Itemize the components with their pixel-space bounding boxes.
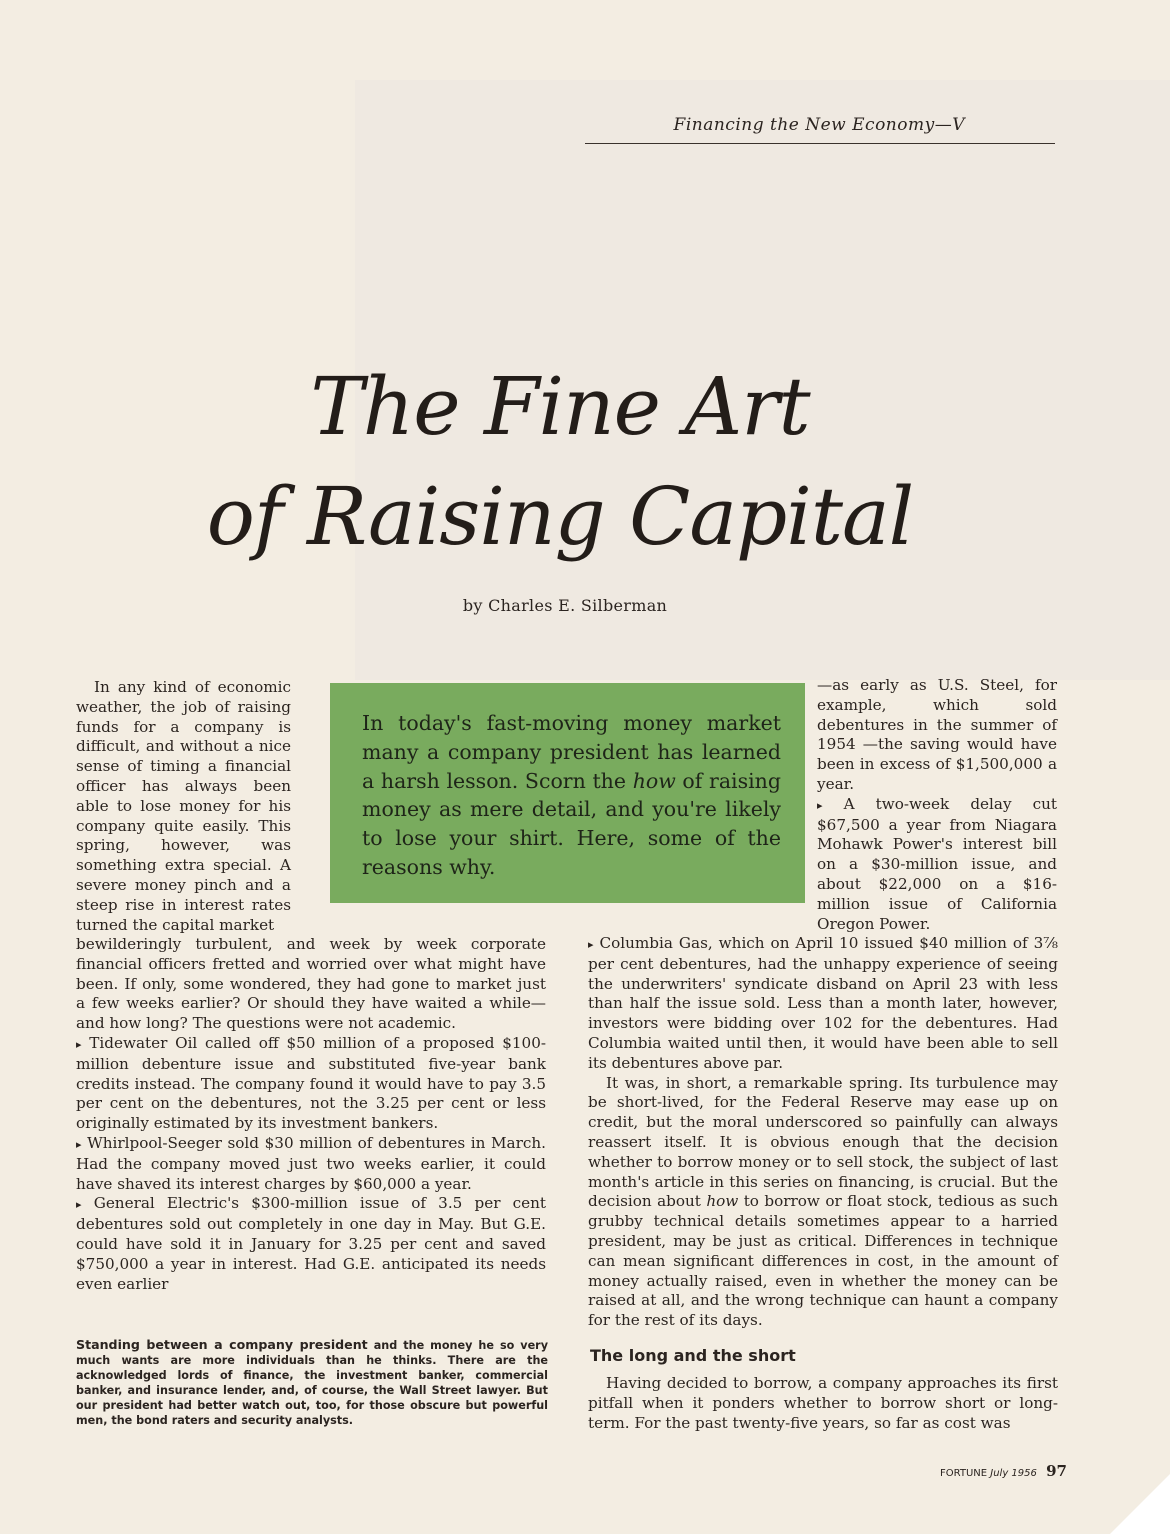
right-column-bottom <box>588 934 1058 1331</box>
magazine-name: FORTUNE <box>940 1468 988 1479</box>
issue-date: July 1956 <box>990 1468 1037 1479</box>
bullet-item <box>588 934 1058 1074</box>
page-corner-fold <box>1110 1474 1170 1534</box>
pull-quote-pre: In today's fast-moving money market many a company president has learned a harsh lesson. Scorn the <box>362 711 781 793</box>
left-column-top <box>76 678 291 935</box>
bullet-icon: ▸ <box>76 1198 82 1212</box>
pull-quote-emphasis: how <box>632 768 676 793</box>
paragraph: bewilderingly turbulent, and week by week corporate financial officers fretted and worried over what might have been. If only, some wondered, they had gone to market just a few weeks earlier? Or should they have waited a while—and how long? The questions were not academic. <box>76 935 546 1033</box>
pull-quote-text <box>362 709 781 882</box>
bullet-text: Columbia Gas, which on April 10 issued $40 million of 3⅞ per cent debentures, had the unhappy experience of seeing the underwriters' syndicate disband on April 23 with less than half the issue sold. Less than a month later, however, investors were bidding over 102 for the debentures. Had Columbia waited until then, it would have been able to sell its debentures above par. <box>588 934 1059 1072</box>
paragraph: —as early as U.S. Steel, for example, which sold debentures in the summer of 1954 —the saving would have been in excess of $1,500,000 a year. <box>817 676 1057 793</box>
caption-text: and the money he so very much wants are more individuals than he thinks. There are the acknowledged lords of finance, the investment banker, commercial banker, and insurance lender, and, of course, the Wall Street lawyer. But our president had better watch out, too, for those obscure but powerful men, the bond raters and security analysts. <box>76 1339 548 1427</box>
paragraph-pre: It was, in short, a remarkable spring. Its turbulence may be short-lived, for the Federal Reserve may ease up on credit, but the moral underscored so painfully can always reassert itself. It is obvious enough that the decision whether to borrow money or to sell stock, the subject of last month's article in this series on financing, is crucial. But the decision about <box>588 1073 1058 1211</box>
bullet-icon: ▸ <box>588 938 594 951</box>
bullet-text: Tidewater Oil called off $50 million of a proposed $100-million debenture issue and substituted five-year bank credits instead. The company found it would have to pay 3.5 per cent on the debentures, not the 3.25 per cent or less originally estimated by its investment bankers. <box>76 1033 546 1133</box>
bullet-item <box>76 1034 546 1134</box>
series-title: Financing the New Economy—V <box>585 115 1055 144</box>
section-subhead: The long and the short <box>590 1346 796 1365</box>
right-column-top <box>817 676 1057 934</box>
pull-quote <box>330 683 805 903</box>
bullet-text: General Electric's $300-million issue of 3.5 per cent debentures sold out completely in one day in May. But G.E. could have sold it in January for 3.25 per cent and saved $750,000 a year in interest. Had G.E. anticipated its needs even earlier <box>76 1194 546 1293</box>
title-line-1: The Fine Art <box>310 360 810 453</box>
left-column-bottom <box>76 935 546 1294</box>
caption-lead: Standing between a company president <box>76 1337 368 1352</box>
page-number: 97 <box>1046 1462 1067 1480</box>
bullet-icon: ▸ <box>76 1037 82 1051</box>
pull-quote-post: of raising money as mere detail, and you're likely to lose your shirt. Here, some of the reasons why. <box>362 768 782 879</box>
bullet-item <box>817 795 1057 935</box>
bullet-item <box>76 1134 546 1194</box>
article-title <box>0 352 1120 572</box>
bullet-text: Whirlpool-Seeger sold $30 million of debentures in March. Had the company moved just two weeks earlier, it could have shaved its interest charges by $60,000 a year. <box>76 1133 546 1193</box>
paragraph: Having decided to borrow, a company approaches its first pitfall when it ponders whether to borrow short or long-term. For the past twenty-five years, so far as cost was <box>588 1374 1058 1432</box>
illustration-caption <box>76 1337 548 1428</box>
paragraph-post: to borrow or float stock, tedious as such grubby technical details sometimes appear to a harried president, may be just as critical. Differences in technique can mean significant differences in cost, in the amount of money actually raised, even in whether the money can be raised at all, and the wrong technique can haunt a company for the rest of its days. <box>588 1192 1058 1330</box>
bullet-icon: ▸ <box>76 1137 82 1151</box>
paragraph-emphasis: how <box>706 1192 739 1211</box>
right-column-final <box>588 1374 1058 1433</box>
paragraph: In any kind of economic weather, the job of raising funds for a company is difficult, and without a nice sense of timing a financial officer has always been able to lose money for his company quite easily. This spring, however, was something extra special. A severe money pinch and a steep rise in interest rates turned the capital market <box>76 678 291 934</box>
bullet-text: A two-week delay cut $67,500 a year from Niagara Mohawk Power's interest bill on a $30-million issue, and about $22,000 on a $16-million issue of California Oregon Power. <box>817 794 1057 933</box>
paragraph <box>588 1074 1058 1331</box>
bullet-item <box>76 1194 546 1294</box>
bullet-icon: ▸ <box>817 798 823 812</box>
byline: by Charles E. Silberman <box>462 596 668 615</box>
title-line-2: of Raising Capital <box>206 470 914 563</box>
folio <box>940 1462 1067 1480</box>
